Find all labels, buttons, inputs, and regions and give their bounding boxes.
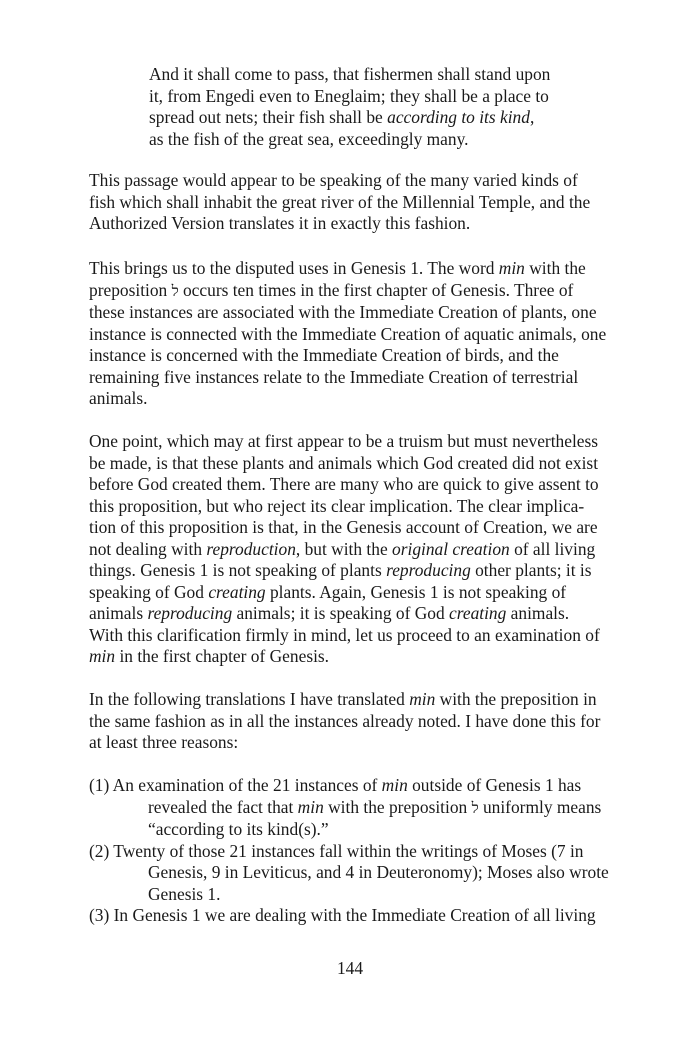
text-run: in the first chapter of Genesis.: [115, 646, 330, 666]
text-run: uniformly means: [478, 796, 602, 817]
text-line: the same fashion as in all the instances already noted. I have done this for: [89, 710, 601, 731]
text-line: instance is concerned with the Immediate Creation of birds, and the: [89, 345, 559, 365]
hebrew-lamed: ל: [471, 798, 479, 817]
text-run: other plants; it is: [470, 560, 592, 580]
text-run: (1) An examination of the 21 instances of: [89, 775, 382, 795]
list-item-continuation: “according to its kind(s).”: [148, 819, 329, 839]
text-run: not dealing with: [89, 538, 207, 559]
paragraph-4: [89, 689, 629, 754]
quote-emphasis: according to its kind: [387, 107, 530, 127]
paragraph-3: [89, 431, 629, 668]
paragraph-1: [89, 170, 629, 235]
emphasis: reproducing: [386, 560, 471, 580]
text-line: at least three reasons:: [89, 732, 239, 752]
text-run: with the: [524, 258, 586, 278]
text-line: instance is connected with the Immediate Creation of aquatic animals, one: [89, 323, 607, 344]
text-run: animals: [89, 603, 148, 623]
text-line: [89, 258, 629, 280]
text-run: This brings us to the disputed uses in Genesis 1. The word: [89, 258, 499, 278]
text-line: [89, 539, 629, 561]
block-quote: [149, 64, 609, 150]
emphasis: reproducing: [147, 603, 233, 623]
hebrew-lamed: ל: [171, 281, 179, 300]
emphasis: min: [498, 258, 525, 278]
quote-line: [149, 107, 609, 129]
list-item-continuation: Genesis, 9 in Leviticus, and 4 in Deuteronomy); Moses also wrote: [148, 862, 609, 882]
text-line: fish which shall inhabit the great river of the Millennial Temple, and the: [89, 191, 591, 212]
quote-comma: ,: [529, 107, 535, 127]
text-run: with the preposition: [323, 796, 472, 817]
text-line: [89, 560, 629, 582]
text-line: Authorized Version translates it in exactly this fashion.: [89, 213, 471, 233]
text-line: [89, 280, 629, 303]
text-line: animals.: [89, 388, 148, 408]
list-item-continuation: Genesis 1.: [148, 883, 221, 904]
text-run: things. Genesis 1 is not speaking of plants: [89, 560, 387, 580]
text-run: In the following translations I have translated: [89, 689, 410, 709]
quote-text: spread out nets; their fish shall be: [149, 107, 383, 127]
text-run: revealed the fact that: [148, 796, 298, 817]
list-item: [89, 905, 649, 927]
text-run: with the preposition in: [435, 689, 597, 709]
list-item: [89, 841, 649, 906]
text-run: plants. Again, Genesis 1 is not speaking of: [265, 581, 567, 602]
text-run: animals.: [506, 603, 570, 623]
text-run: occurs ten times in the first chapter of Genesis. Three of: [178, 279, 574, 300]
emphasis: min: [381, 775, 408, 795]
text-line: before God created them. There are many who are quick to give assent to: [89, 474, 599, 494]
text-line: [89, 646, 629, 668]
text-line: tion of this proposition is that, in the Genesis account of Creation, we are: [89, 517, 598, 537]
emphasis: min: [409, 689, 436, 709]
text-run: speaking of God: [89, 581, 209, 602]
list-item: [89, 775, 649, 841]
emphasis: original creation: [392, 538, 510, 559]
quote-line: it, from Engedi even to Eneglaim; they shall be a place to: [149, 85, 549, 106]
text-line: [89, 689, 629, 711]
emphasis: creating: [208, 581, 266, 602]
text-line: be made, is that these plants and animals which God created did not exist: [89, 452, 599, 473]
text-line: [89, 582, 629, 604]
list-item-continuation: [89, 797, 649, 820]
text-line: this proposition, but who reject its clear implication. The clear implica-: [89, 495, 585, 516]
text-run: , but with the: [295, 538, 393, 559]
text-run: of all living: [509, 538, 596, 559]
text-line: With this clarification firmly in mind, let us proceed to an examination of: [89, 624, 600, 645]
emphasis: reproduction: [206, 538, 296, 559]
emphasis: min: [89, 646, 116, 666]
numbered-reasons-list: [89, 775, 649, 927]
page-number: 144: [336, 958, 364, 978]
quote-line: And it shall come to pass, that fishermen shall stand upon: [149, 64, 551, 84]
text-line: these instances are associated with the Immediate Creation of plants, one: [89, 302, 597, 322]
text-line: [89, 603, 629, 625]
list-item-first-line: [89, 775, 649, 797]
text-run: outside of Genesis 1 has: [407, 775, 582, 795]
list-item-first-line: (3) In Genesis 1 we are dealing with the Immediate Creation of all living: [89, 905, 596, 925]
text-run: animals; it is speaking of God: [232, 603, 450, 623]
emphasis: creating: [449, 603, 507, 623]
list-item-first-line: (2) Twenty of those 21 instances fall within the writings of Moses (7 in: [89, 840, 584, 861]
text-run: preposition: [89, 279, 172, 300]
text-line: One point, which may at first appear to be a truism but must nevertheless: [89, 431, 599, 451]
text-line: This passage would appear to be speaking of the many varied kinds of: [89, 170, 578, 190]
paragraph-2: [89, 258, 629, 410]
emphasis: min: [297, 796, 324, 817]
quote-line: as the fish of the great sea, exceedingly many.: [149, 128, 469, 149]
text-line: remaining five instances relate to the Immediate Creation of terrestrial: [89, 366, 579, 387]
